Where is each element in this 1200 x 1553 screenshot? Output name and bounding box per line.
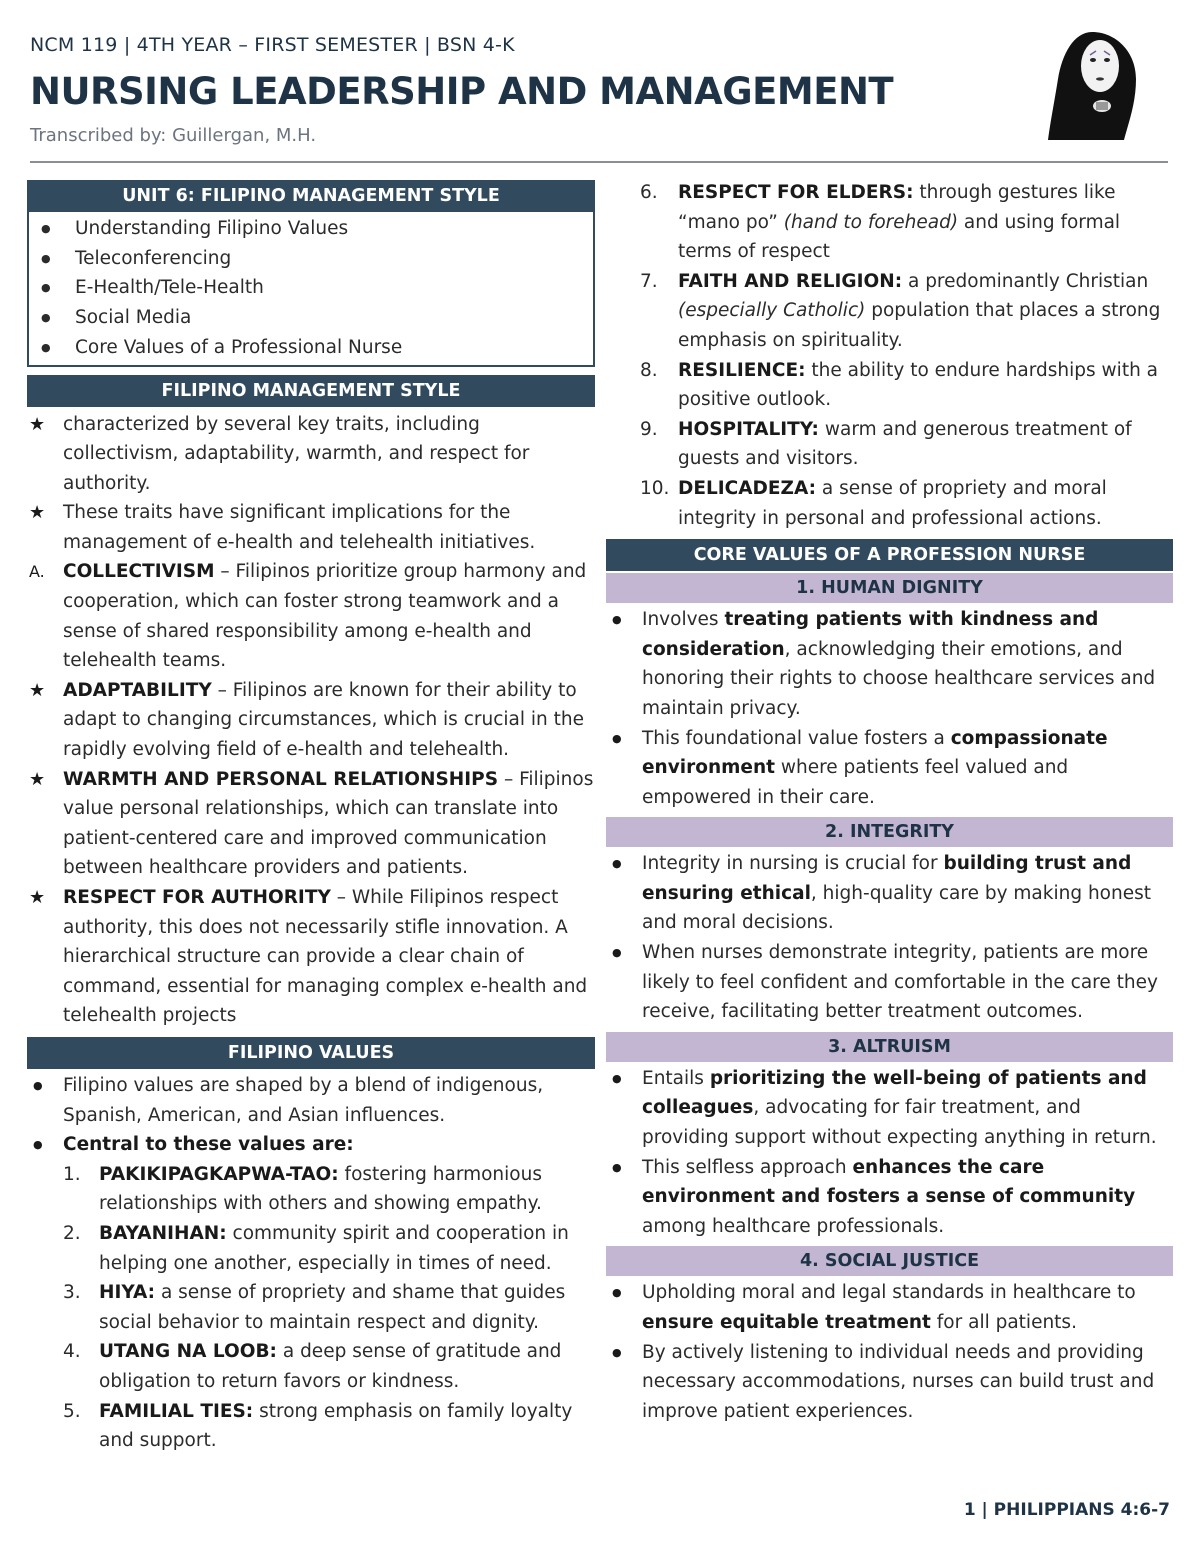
list-item: 6. RESPECT FOR ELDERS: through gestures like “mano po” (hand to forehead) and using formal terms of respect — [640, 182, 1121, 263]
list-item: 9. HOSPITALITY: warm and generous treatment of guests and visitors. — [640, 418, 1132, 470]
bullet-icon: ● — [612, 857, 622, 871]
list-item: ● This selfless approach enhances the care environment and fosters a sense of community among healthcare professionals. — [606, 1153, 1173, 1242]
subsection-heading-social-justice: 4. SOCIAL JUSTICE — [606, 1246, 1173, 1276]
section-heading-core-values: CORE VALUES OF A PROFESSION NURSE — [606, 539, 1173, 571]
list-item: ● When nurses demonstrate integrity, patients are more likely to feel confident and comfortable in the care they receive, facilitating better treatment outcomes. — [606, 938, 1173, 1027]
bullet-icon: ● — [612, 1071, 622, 1085]
list-item: ● Understanding Filipino Values — [29, 214, 593, 244]
header-divider — [30, 161, 1168, 163]
list-item: 8. RESILIENCE: the ability to endure hardships with a positive outlook. — [640, 359, 1159, 411]
list-item: ★ ADAPTABILITY – Filipinos are known for their ability to adapt to changing circumstances, which is crucial in the rapidly evolving field of e-health and telehealth. — [27, 676, 595, 765]
list-marker: A. — [29, 562, 45, 582]
left-column — [27, 180, 595, 1456]
list-item: ● Teleconferencing — [29, 244, 593, 274]
bullet-icon: ● — [612, 1345, 622, 1359]
subsection-heading-altruism: 3. ALTRUISM — [606, 1032, 1173, 1062]
list-item: 10. DELICADEZA: a sense of propriety and moral integrity in personal and professional actions. — [640, 477, 1107, 529]
bullet-icon: ● — [612, 1160, 622, 1174]
unit-topic-list — [27, 212, 595, 367]
bullet-icon: ● — [33, 1078, 43, 1092]
page-footer: 1 | PHILIPPIANS 4:6-7 — [963, 1500, 1170, 1520]
star-icon: ★ — [29, 413, 46, 435]
list-item: ● Social Media — [29, 303, 593, 333]
star-icon: ★ — [29, 679, 46, 701]
list-item: 3. HIYA: a sense of propriety and shame that guides social behavior to maintain respect and dignity. — [63, 1282, 566, 1333]
unit-heading: UNIT 6: FILIPINO MANAGEMENT STYLE — [27, 180, 595, 212]
list-item: ● Core Values of a Professional Nurse — [29, 333, 593, 363]
list-item: ★ These traits have significant implications for the management of e-health and telehealth initiatives. — [27, 498, 595, 557]
list-item: ● Filipino values are shaped by a blend of indigenous, Spanish, American, and Asian influences. — [27, 1071, 595, 1130]
page-title: NURSING LEADERSHIP AND MANAGEMENT — [30, 70, 894, 113]
section-heading-filipino-values: FILIPINO VALUES — [27, 1037, 595, 1069]
bullet-icon: ● — [612, 731, 622, 745]
bullet-icon: ● — [33, 1138, 43, 1152]
star-icon: ★ — [29, 887, 46, 909]
bullet-icon: ● — [612, 1286, 622, 1300]
list-item: ● Entails prioritizing the well-being of patients and colleagues, advocating for fair treatment, and providing support without expecting anything in return. — [606, 1064, 1173, 1153]
subsection-heading-human-dignity: 1. HUMAN DIGNITY — [606, 573, 1173, 603]
course-meta: NCM 119 | 4TH YEAR – FIRST SEMESTER | BSN 4-K — [30, 34, 515, 56]
transcriber-line: Transcribed by: Guillergan, M.H. — [30, 125, 317, 146]
list-item: ● This foundational value fosters a compassionate environment where patients feel valued and empowered in their care. — [606, 724, 1173, 813]
list-item: 5. FAMILIAL TIES: strong emphasis on family loyalty and support. — [63, 1400, 573, 1452]
list-item: ● Involves treating patients with kindness and consideration, acknowledging their emotions, and honoring their rights to choose healthcare services and maintain privacy. — [606, 605, 1173, 723]
list-item: ● E-Health/Tele-Health — [29, 273, 593, 303]
list-item: 4. UTANG NA LOOB: a deep sense of gratitude and obligation to return favors or kindness. — [63, 1341, 562, 1392]
list-item: ★ RESPECT FOR AUTHORITY – While Filipinos respect authority, this does not necessarily stifle innovation. A hierarchical structure can provide a clear chain of command, essential for managing complex e-health and telehealth projects — [27, 883, 595, 1031]
list-item: A. COLLECTIVISM – Filipinos prioritize group harmony and cooperation, which can foster strong teamwork and a sense of shared responsibility among e-health and telehealth teams. — [27, 557, 595, 675]
list-item: 1. PAKIKIPAGKAPWA-TAO: fostering harmonious relationships with others and showing empathy. — [63, 1163, 542, 1215]
bullet-icon: ● — [612, 613, 622, 627]
list-item: ● Integrity in nursing is crucial for building trust and ensuring ethical, high-quality care by making honest and moral decisions. — [606, 849, 1173, 938]
no-face-mascot-illustration — [1044, 24, 1149, 144]
bullet-icon: ● — [612, 946, 622, 960]
list-item: ★ characterized by several key traits, including collectivism, adaptability, warmth, and respect for authority. — [27, 410, 595, 499]
star-icon: ★ — [29, 502, 46, 524]
list-item: ★ WARMTH AND PERSONAL RELATIONSHIPS – Filipinos value personal relationships, which can translate into patient-centered care and improved communication between healthcare providers and patients. — [27, 765, 595, 883]
subsection-heading-integrity: 2. INTEGRITY — [606, 817, 1173, 847]
list-item: ● Upholding moral and legal standards in healthcare to ensure equitable treatment for all patients. — [606, 1278, 1173, 1337]
list-item: 2. BAYANIHAN: community spirit and cooperation in helping one another, especially in times of need. — [63, 1222, 569, 1274]
star-icon: ★ — [29, 768, 46, 790]
list-item: 7. FAITH AND RELIGION: a predominantly Christian (especially Catholic) population that places a strong emphasis on spirituality. — [640, 270, 1161, 351]
section-heading-management-style: FILIPINO MANAGEMENT STYLE — [27, 375, 595, 407]
right-column — [606, 178, 1173, 1426]
list-item: ● Central to these values are: — [27, 1130, 595, 1160]
list-item: ● By actively listening to individual needs and providing necessary accommodations, nurses can build trust and improve patient experiences. — [606, 1338, 1173, 1427]
